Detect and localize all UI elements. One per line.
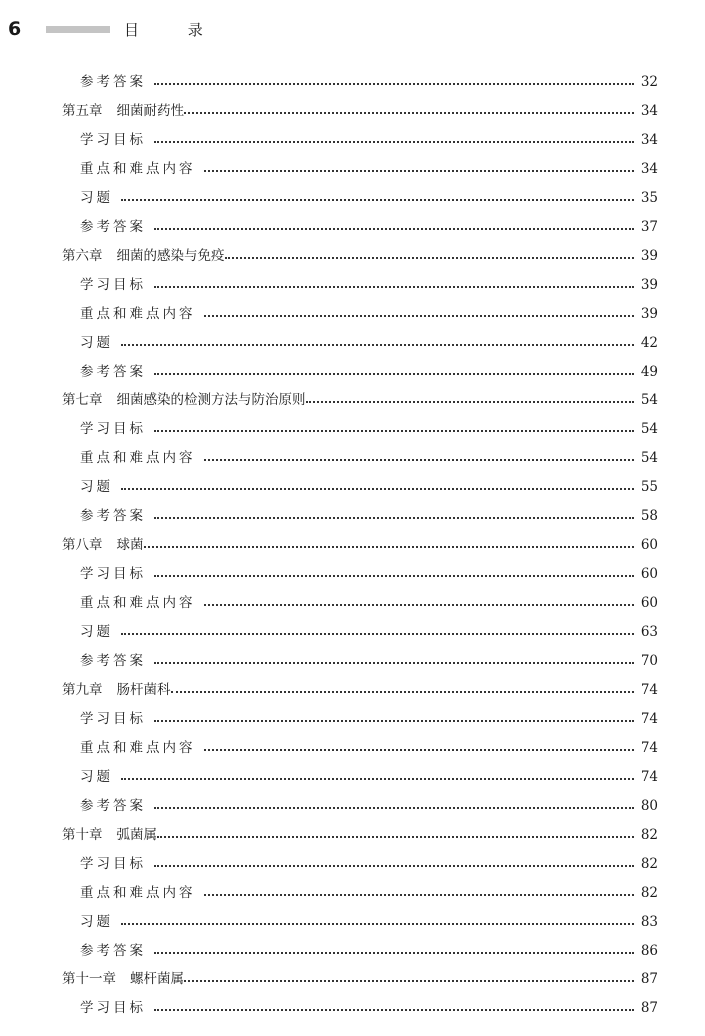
entry-page: 35 xyxy=(640,189,658,206)
dot-leader xyxy=(121,488,634,490)
chapter-number: 第七章 xyxy=(62,392,103,409)
entry-page: 74 xyxy=(640,681,658,698)
entry-title: 参考答案 xyxy=(80,653,146,669)
entry-page: 74 xyxy=(640,739,658,756)
toc-section-entry[interactable] xyxy=(80,647,658,669)
dot-leader xyxy=(121,344,634,346)
dot-leader xyxy=(204,749,635,751)
toc-section-entry[interactable] xyxy=(80,560,658,582)
dot-leader xyxy=(225,257,635,259)
entry-page: 63 xyxy=(640,624,658,641)
entry-page: 54 xyxy=(640,450,658,467)
entry-title: 学习目标 xyxy=(80,710,146,727)
dot-leader xyxy=(154,228,634,230)
entry-page: 58 xyxy=(640,508,658,525)
entry-title: 细菌感染的检测方法与防治原则 xyxy=(116,392,306,409)
entry-title: 参考答案 xyxy=(80,363,146,380)
toc-chapter-entry[interactable] xyxy=(62,242,658,264)
entry-title: 细菌耐药性 xyxy=(116,102,184,119)
entry-title: 习题 xyxy=(80,913,113,930)
entry-page: 80 xyxy=(640,797,658,814)
toc-chapter-entry[interactable] xyxy=(62,97,658,119)
entry-page: 34 xyxy=(640,160,658,177)
dot-leader xyxy=(157,836,634,838)
entry-page: 60 xyxy=(640,595,658,612)
entry-title: 弧菌属 xyxy=(116,826,157,843)
dot-leader xyxy=(204,315,635,317)
toc-section-entry[interactable] xyxy=(80,705,658,727)
entry-title: 参考答案 xyxy=(80,74,146,90)
header-rule xyxy=(46,26,110,33)
dot-leader xyxy=(154,575,634,577)
dot-leader xyxy=(154,286,634,288)
entry-page: 70 xyxy=(640,653,658,669)
entry-page: 60 xyxy=(640,537,658,554)
toc-section-entry[interactable] xyxy=(80,734,658,756)
entry-title: 学习目标 xyxy=(80,855,146,872)
header-title: 目 录 xyxy=(124,20,225,39)
entry-page: 54 xyxy=(640,392,658,409)
dot-leader xyxy=(184,112,634,114)
dot-leader xyxy=(121,923,634,925)
toc-section-entry[interactable] xyxy=(80,415,658,437)
entry-title: 参考答案 xyxy=(80,797,146,814)
entry-page: 42 xyxy=(640,334,658,351)
entry-title: 习题 xyxy=(80,189,113,206)
entry-title: 习题 xyxy=(80,768,113,785)
dot-leader xyxy=(154,865,634,867)
toc-section-entry[interactable] xyxy=(80,473,658,495)
toc-section-entry[interactable] xyxy=(80,271,658,293)
entry-title: 螺杆菌属 xyxy=(130,971,184,988)
chapter-number: 第十章 xyxy=(62,826,103,843)
dot-leader xyxy=(144,546,635,548)
entry-page: 39 xyxy=(640,276,658,293)
dot-leader xyxy=(121,778,634,780)
toc-section-entry[interactable] xyxy=(80,184,658,206)
page-number: 6 xyxy=(8,18,22,40)
toc-section-entry[interactable] xyxy=(80,908,658,930)
entry-page: 34 xyxy=(640,102,658,119)
entry-page: 82 xyxy=(640,884,658,901)
entry-page: 54 xyxy=(640,421,658,438)
dot-leader xyxy=(154,662,634,664)
entry-title: 细菌的感染与免疫 xyxy=(116,247,225,264)
chapter-number: 第八章 xyxy=(62,537,103,554)
dot-leader xyxy=(306,401,635,403)
toc-section-entry[interactable] xyxy=(80,300,658,322)
dot-leader xyxy=(171,691,635,693)
entry-page: 82 xyxy=(640,826,658,843)
dot-leader xyxy=(154,373,634,375)
entry-title: 学习目标 xyxy=(80,1000,146,1017)
entry-page: 82 xyxy=(640,855,658,872)
toc-section-entry[interactable] xyxy=(80,994,658,1016)
toc-chapter-entry[interactable] xyxy=(62,676,658,698)
entry-title: 重点和难点内容 xyxy=(80,160,196,177)
entry-page: 87 xyxy=(640,1000,658,1017)
dot-leader xyxy=(154,517,634,519)
entry-title: 球菌 xyxy=(116,537,144,554)
toc-section-entry[interactable] xyxy=(80,763,658,785)
dot-leader xyxy=(121,633,634,635)
entry-page: 83 xyxy=(640,913,658,930)
entry-title: 学习目标 xyxy=(80,276,146,293)
entry-title: 重点和难点内容 xyxy=(80,450,196,467)
toc-section-entry[interactable] xyxy=(80,502,658,524)
entry-title: 习题 xyxy=(80,624,113,641)
dot-leader xyxy=(204,894,635,896)
entry-title: 参考答案 xyxy=(80,942,146,959)
entry-page: 39 xyxy=(640,247,658,264)
dot-leader xyxy=(154,807,634,809)
toc-section-entry[interactable] xyxy=(80,155,658,177)
entry-page: 49 xyxy=(640,363,658,380)
entry-title: 重点和难点内容 xyxy=(80,739,196,756)
toc-section-entry[interactable] xyxy=(80,850,658,872)
entry-title: 重点和难点内容 xyxy=(80,595,196,612)
dot-leader xyxy=(154,1009,634,1011)
dot-leader xyxy=(121,199,634,201)
entry-page: 87 xyxy=(640,971,658,988)
entry-title: 重点和难点内容 xyxy=(80,884,196,901)
entry-title: 学习目标 xyxy=(80,421,146,438)
toc-chapter-entry[interactable] xyxy=(62,531,658,553)
entry-page: 34 xyxy=(640,131,658,148)
dot-leader xyxy=(154,720,634,722)
entry-page: 60 xyxy=(640,566,658,583)
toc-section-entry[interactable] xyxy=(80,358,658,380)
entry-page: 39 xyxy=(640,305,658,322)
chapter-number: 第九章 xyxy=(62,681,103,698)
dot-leader xyxy=(154,141,634,143)
toc-section-entry[interactable] xyxy=(80,126,658,148)
dot-leader xyxy=(184,980,634,982)
toc-section-entry[interactable] xyxy=(80,589,658,611)
toc-chapter-entry[interactable] xyxy=(62,965,658,987)
dot-leader xyxy=(204,459,635,461)
running-header xyxy=(8,18,225,40)
entry-title: 习题 xyxy=(80,334,113,351)
toc-section-entry[interactable] xyxy=(80,444,658,466)
toc-section-entry[interactable] xyxy=(80,329,658,351)
dot-leader xyxy=(154,430,634,432)
toc-section-entry[interactable] xyxy=(80,68,658,90)
dot-leader xyxy=(154,952,634,954)
toc-chapter-entry[interactable] xyxy=(62,821,658,843)
entry-title: 参考答案 xyxy=(80,218,146,235)
dot-leader xyxy=(204,170,635,172)
entry-title: 参考答案 xyxy=(80,508,146,525)
entry-page: 86 xyxy=(640,942,658,959)
dot-leader xyxy=(204,604,635,606)
entry-page: 37 xyxy=(640,218,658,235)
toc-section-entry[interactable] xyxy=(80,213,658,235)
entry-page: 32 xyxy=(640,74,658,90)
toc-section-entry[interactable] xyxy=(80,937,658,959)
entry-page: 74 xyxy=(640,710,658,727)
toc-section-entry[interactable] xyxy=(80,792,658,814)
chapter-number: 第十一章 xyxy=(62,971,116,988)
entry-title: 学习目标 xyxy=(80,566,146,583)
chapter-number: 第六章 xyxy=(62,247,103,264)
entry-title: 习题 xyxy=(80,479,113,496)
toc-section-entry[interactable] xyxy=(80,618,658,640)
entry-page: 55 xyxy=(640,479,658,496)
toc-chapter-entry[interactable] xyxy=(62,386,658,408)
dot-leader xyxy=(154,83,634,85)
entry-page: 74 xyxy=(640,768,658,785)
entry-title: 学习目标 xyxy=(80,131,146,148)
chapter-number: 第五章 xyxy=(62,102,103,119)
toc-section-entry[interactable] xyxy=(80,879,658,901)
entry-title: 肠杆菌科 xyxy=(116,681,171,698)
entry-title: 重点和难点内容 xyxy=(80,305,196,322)
